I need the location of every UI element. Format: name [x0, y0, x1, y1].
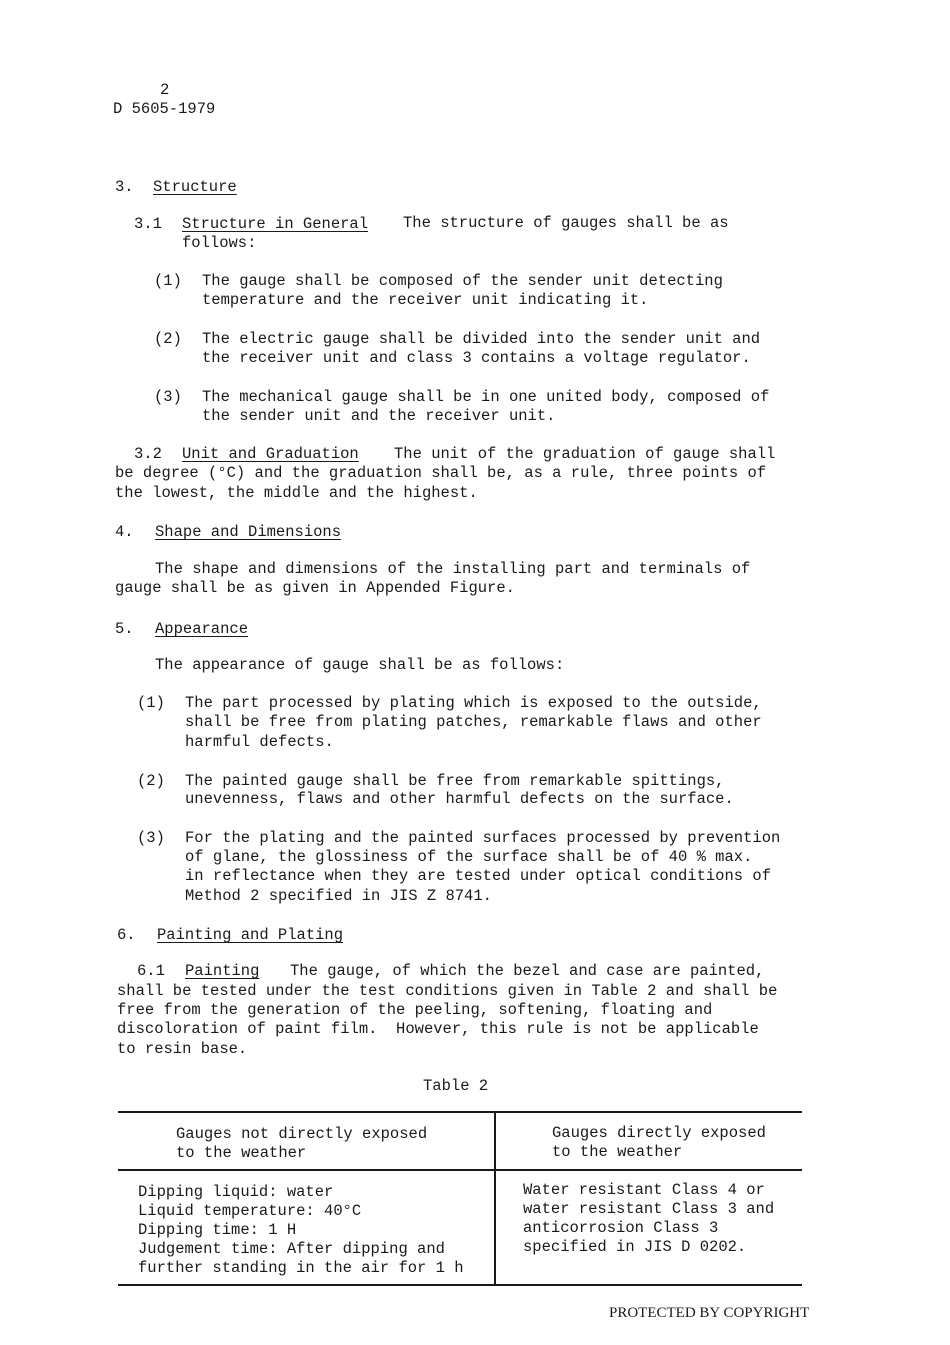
section-3-1-text: The structure of gauges shall be as: [403, 214, 729, 232]
copyright-notice: PROTECTED BY COPYRIGHT: [609, 1305, 810, 1321]
list-item-text: shall be free from plating patches, remarkable flaws and other: [185, 713, 762, 731]
section-6-number: 6.: [117, 926, 136, 944]
section-6-1-title: Painting: [185, 962, 260, 980]
table-top-rule: [118, 1111, 802, 1113]
table-column-divider: [494, 1112, 496, 1285]
paragraph-line: The unit of the graduation of gauge shall: [394, 445, 776, 463]
list-item-text: harmful defects.: [185, 733, 334, 751]
section-5-title: Appearance: [155, 620, 249, 638]
page-number: 2: [160, 81, 170, 99]
table-header-left: Gauges not directly exposed to the weather: [176, 1125, 428, 1162]
list-item-text: For the plating and the painted surfaces processed by prevention: [185, 829, 781, 847]
list-item-text: unevenness, flaws and other harmful defects on the surface.: [185, 790, 734, 808]
paragraph-line: The gauge, of which the bezel and case are painted,: [290, 962, 765, 980]
paragraph-line: to resin base.: [117, 1040, 248, 1058]
section-3-1-number: 3.1: [134, 215, 162, 233]
list-item-number: (3): [154, 388, 182, 406]
paragraph-line: gauge shall be as given in Appended Figure.: [115, 579, 515, 597]
section-3-2-title: Unit and Graduation: [182, 445, 359, 463]
list-item-text: The part processed by plating which is exposed to the outside,: [185, 694, 762, 712]
table-header-right: Gauges directly exposed to the weather: [552, 1124, 766, 1161]
paragraph-line: shall be tested under the test conditions given in Table 2 and shall be: [117, 982, 778, 1000]
paragraph-line: be degree (°C) and the graduation shall be, as a rule, three points of: [115, 464, 767, 482]
section-5-number: 5.: [115, 620, 134, 638]
section-3-title: Structure: [153, 178, 237, 196]
list-item-number: (1): [154, 272, 182, 290]
table-cell-right: Water resistant Class 4 or water resistant Class 3 and anticorrosion Class 3 specified in JIS D 0202.: [523, 1181, 775, 1256]
section-3-1-title: Structure in General: [182, 215, 369, 233]
section-4-title: Shape and Dimensions: [155, 523, 342, 541]
section-3-number: 3.: [115, 178, 134, 196]
list-item-text: the receiver unit and class 3 contains a voltage regulator.: [202, 349, 751, 367]
list-item-text: The mechanical gauge shall be in one united body, composed of: [202, 388, 770, 406]
list-item-number: (2): [137, 772, 165, 790]
list-item-number: (1): [137, 694, 165, 712]
table-caption: Table 2: [423, 1077, 489, 1095]
table-cell-left: Dipping liquid: water Liquid temperature: 40°C Dipping time: 1 H Judgement time: After dipping and further standing in the air for 1 h: [138, 1183, 464, 1277]
section-4-number: 4.: [115, 523, 134, 541]
section-3-1-text-cont: follows:: [182, 234, 257, 252]
list-item-text: Method 2 specified in JIS Z 8741.: [185, 887, 492, 905]
paragraph-line: discoloration of paint film. However, this rule is not be applicable: [117, 1020, 759, 1038]
list-item-text: temperature and the receiver unit indicating it.: [202, 291, 649, 309]
table-header-rule: [118, 1169, 802, 1171]
list-item-text: The painted gauge shall be free from remarkable spittings,: [185, 772, 725, 790]
table-bottom-rule: [118, 1284, 802, 1286]
list-item-text: The gauge shall be composed of the sender unit detecting: [202, 272, 723, 290]
list-item-number: (3): [137, 829, 165, 847]
section-3-2-number: 3.2: [134, 445, 162, 463]
list-item-number: (2): [154, 330, 182, 348]
document-code: D 5605-1979: [113, 100, 216, 118]
section-6-1-number: 6.1: [137, 962, 165, 980]
list-item-text: The electric gauge shall be divided into the sender unit and: [202, 330, 761, 348]
paragraph-line: The shape and dimensions of the installing part and terminals of: [155, 560, 751, 578]
list-item-text: the sender unit and the receiver unit.: [202, 407, 556, 425]
paragraph-line: The appearance of gauge shall be as follows:: [155, 656, 565, 674]
section-6-title: Painting and Plating: [157, 926, 344, 944]
paragraph-line: free from the generation of the peeling, softening, floating and: [117, 1001, 713, 1019]
paragraph-line: the lowest, the middle and the highest.: [115, 484, 478, 502]
list-item-text: of glane, the glossiness of the surface shall be of 40 % max.: [185, 848, 753, 866]
list-item-text: in reflectance when they are tested under optical conditions of: [185, 867, 771, 885]
